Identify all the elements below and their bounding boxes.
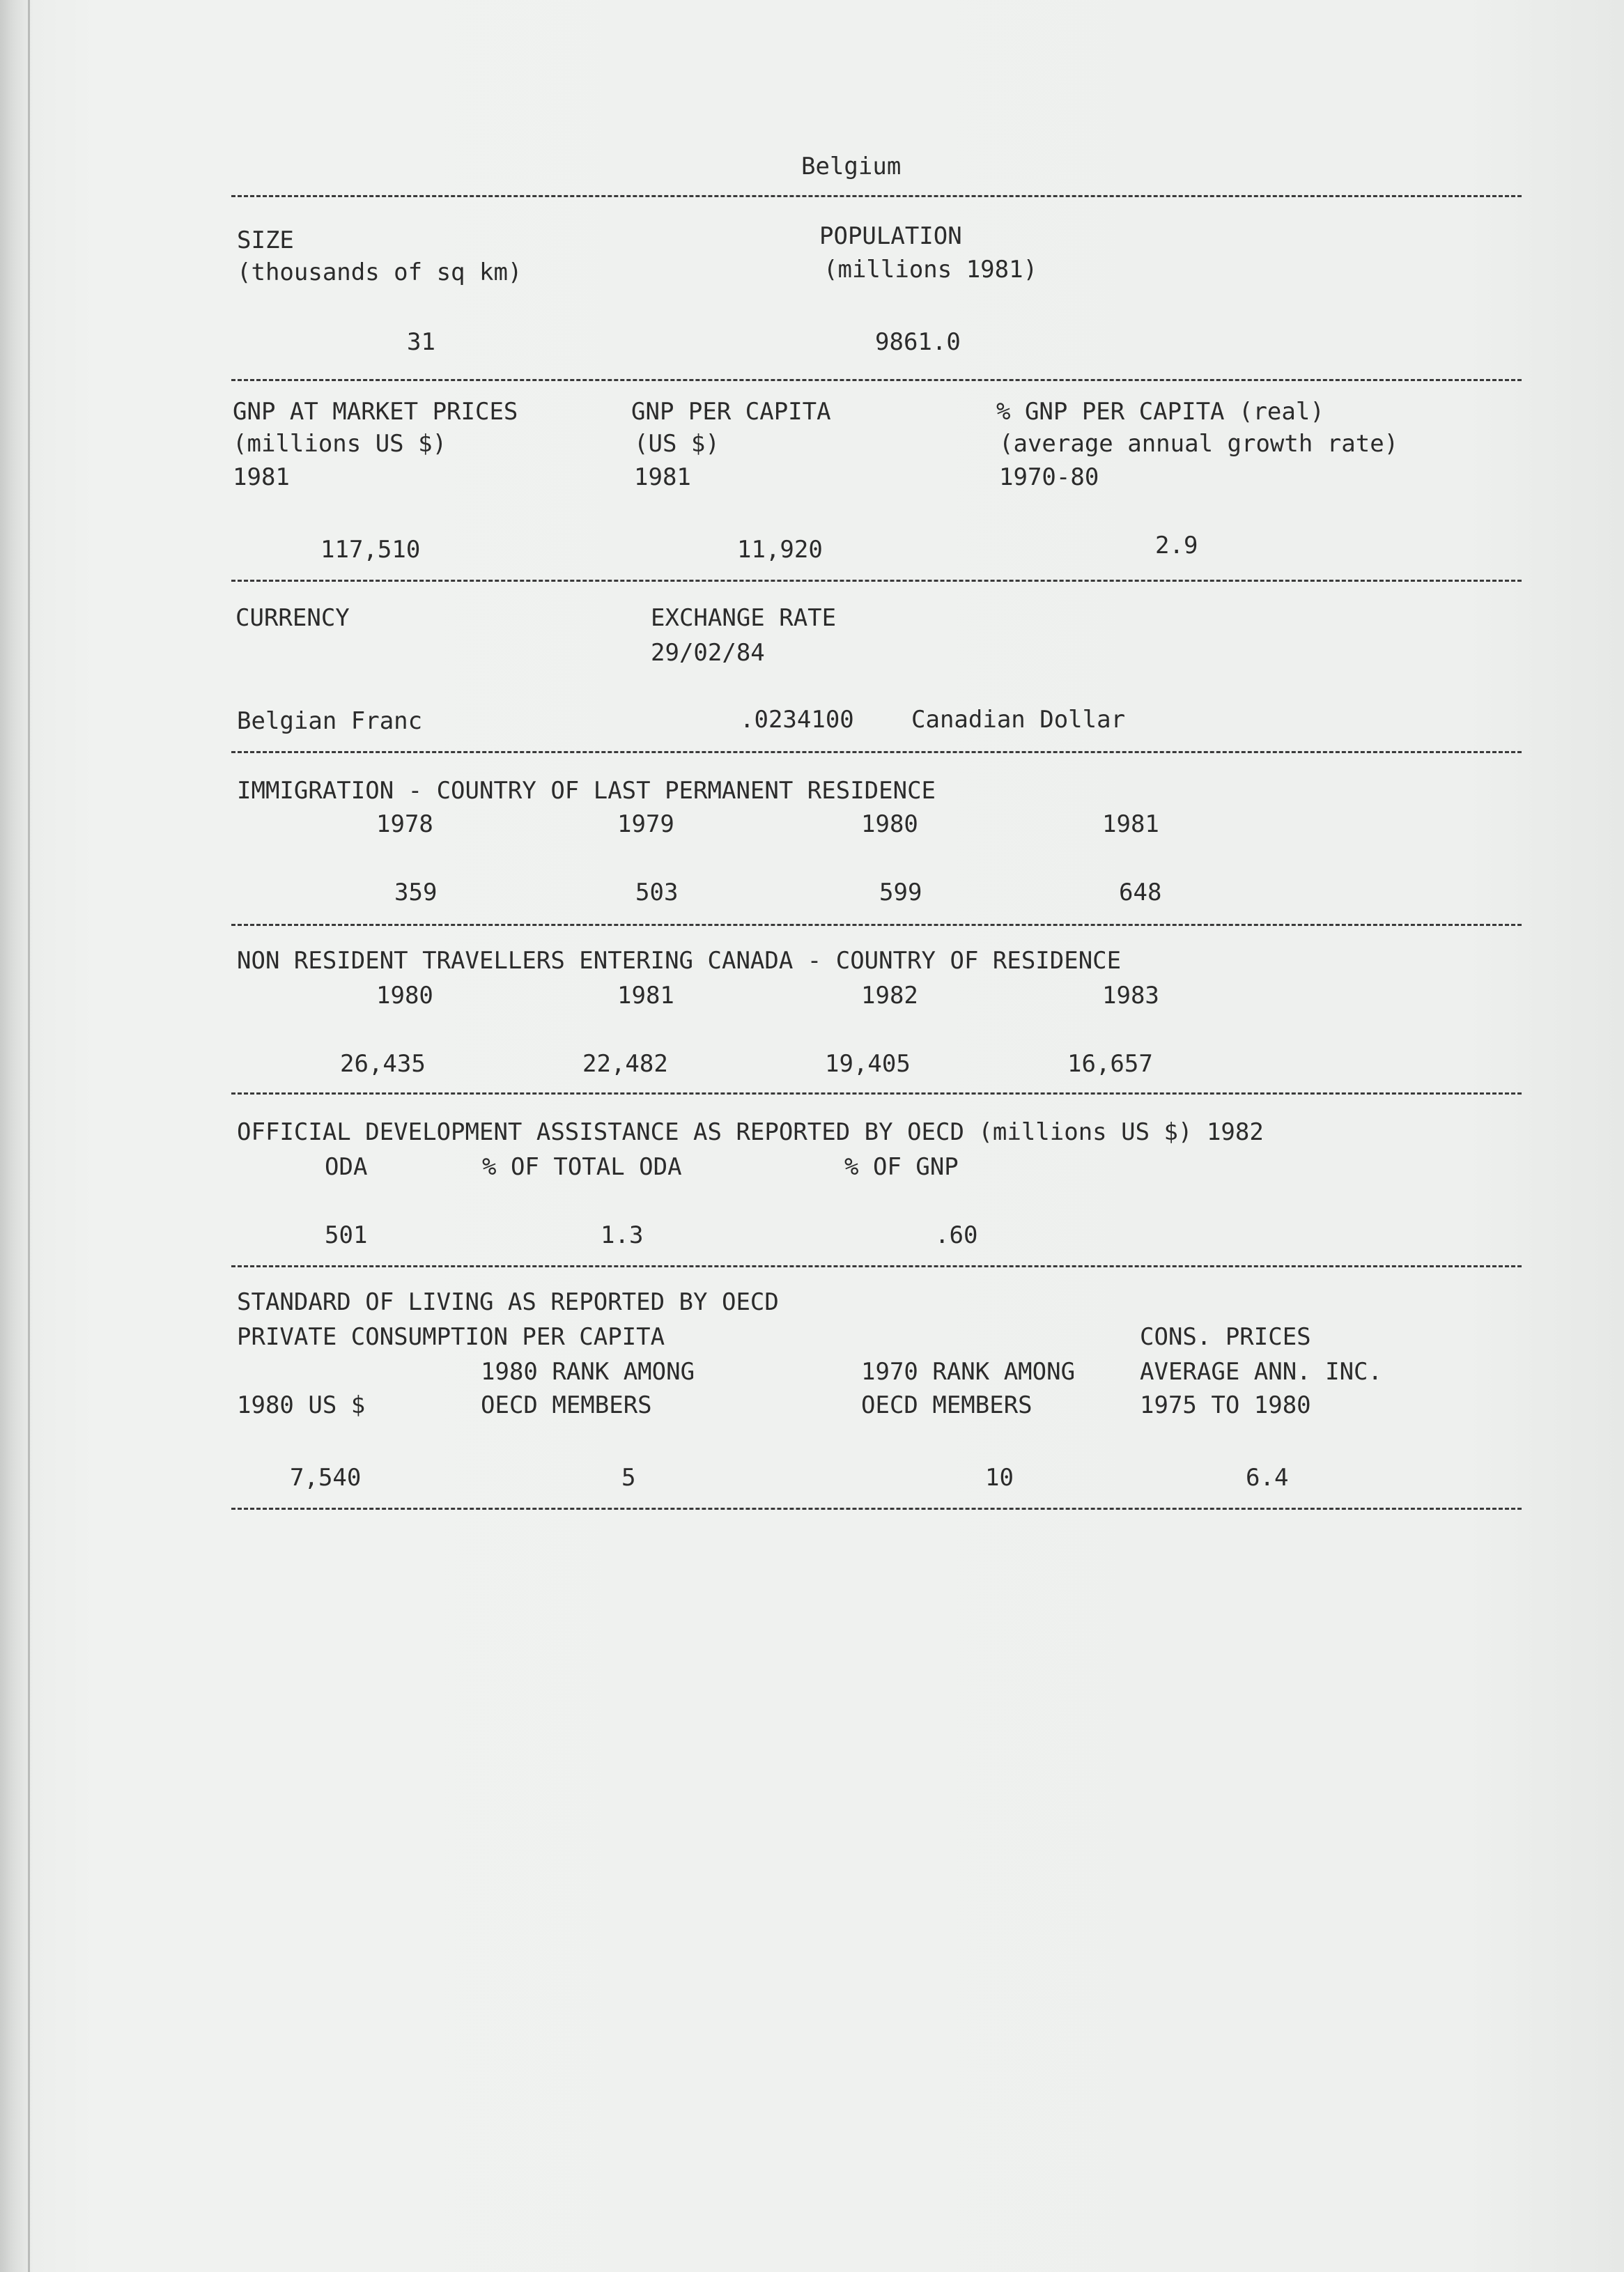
immigration-value: 359 [394, 879, 438, 906]
divider [231, 751, 1522, 753]
currency-value: Belgian Franc [237, 707, 423, 735]
gnp-growth-unit: (average annual growth rate) [999, 430, 1399, 458]
oda-col-label: ODA [325, 1153, 368, 1181]
rank-1980-value: 5 [621, 1464, 636, 1492]
avg-inc-label: AVERAGE ANN. INC. [1140, 1358, 1382, 1386]
population-label: POPULATION [819, 222, 962, 250]
oda-value: 501 [325, 1221, 368, 1249]
immigration-year: 1979 [617, 810, 674, 838]
cons-prices-label: CONS. PRICES [1140, 1323, 1311, 1351]
divider [231, 379, 1522, 381]
currency-label: CURRENCY [235, 604, 350, 632]
gnp-growth-period: 1970-80 [999, 463, 1099, 491]
page-title: Belgium [801, 153, 902, 180]
travellers-value: 22,482 [582, 1050, 668, 1078]
gnp-per-capita-value: 11,920 [737, 536, 823, 564]
us-dollar-label: 1980 US $ [237, 1391, 366, 1419]
exchange-rate-date: 29/02/84 [651, 639, 765, 667]
travellers-year: 1983 [1102, 982, 1159, 1010]
rank-1970-value: 10 [985, 1464, 1014, 1492]
divider [231, 1265, 1522, 1267]
size-label: SIZE [237, 226, 294, 254]
exchange-rate-unit: Canadian Dollar [911, 706, 1126, 734]
oda-col-label: % OF TOTAL ODA [482, 1153, 682, 1181]
rank-1970-label: 1970 RANK AMONG [861, 1358, 1076, 1386]
divider [231, 580, 1522, 582]
population-unit: (millions 1981) [823, 256, 1038, 284]
oda-total-share-value: 1.3 [601, 1221, 644, 1249]
travellers-value: 26,435 [340, 1050, 426, 1078]
immigration-year: 1980 [861, 810, 918, 838]
travellers-heading: NON RESIDENT TRAVELLERS ENTERING CANADA - COUNTRY OF RESIDENCE [237, 947, 1122, 975]
consumption-value: 7,540 [290, 1464, 362, 1492]
immigration-value: 503 [635, 879, 679, 906]
gnp-year: 1981 [233, 463, 290, 491]
oda-col-label: % OF GNP [844, 1153, 959, 1181]
travellers-year: 1980 [376, 982, 433, 1010]
exchange-rate-label: EXCHANGE RATE [651, 604, 837, 632]
avg-inc-period: 1975 TO 1980 [1140, 1391, 1311, 1419]
gnp-per-capita-year: 1981 [634, 463, 691, 491]
exchange-rate-value: .0234100 [740, 706, 854, 734]
divider [231, 1092, 1522, 1095]
gnp-per-capita-label: GNP PER CAPITA [631, 398, 831, 426]
gnp-growth-value: 2.9 [1155, 532, 1198, 559]
travellers-year: 1981 [617, 982, 674, 1010]
immigration-value: 648 [1119, 879, 1162, 906]
divider [231, 195, 1522, 197]
divider [231, 1508, 1522, 1510]
gnp-label: GNP AT MARKET PRICES [233, 398, 518, 426]
immigration-year: 1978 [376, 810, 433, 838]
rank-1980-label: 1980 RANK AMONG [481, 1358, 695, 1386]
living-heading: STANDARD OF LIVING AS REPORTED BY OECD [237, 1288, 779, 1316]
population-value: 9861.0 [875, 328, 961, 356]
size-value: 31 [407, 328, 435, 356]
immigration-heading: IMMIGRATION - COUNTRY OF LAST PERMANENT RESIDENCE [237, 777, 936, 805]
gnp-growth-label: % GNP PER CAPITA (real) [996, 398, 1324, 426]
size-unit: (thousands of sq km) [237, 258, 523, 286]
travellers-year: 1982 [861, 982, 918, 1010]
immigration-value: 599 [879, 879, 922, 906]
rank-1980-sublabel: OECD MEMBERS [481, 1391, 652, 1419]
oda-heading: OFFICIAL DEVELOPMENT ASSISTANCE AS REPORTED BY OECD (millions US $) 1982 [237, 1118, 1264, 1146]
avg-inc-value: 6.4 [1246, 1464, 1289, 1492]
gnp-per-capita-unit: (US $) [634, 430, 720, 458]
living-subheading: PRIVATE CONSUMPTION PER CAPITA [237, 1323, 665, 1351]
travellers-value: 16,657 [1067, 1050, 1153, 1078]
gnp-unit: (millions US $) [233, 430, 447, 458]
travellers-value: 19,405 [825, 1050, 911, 1078]
gnp-value: 117,510 [320, 536, 421, 564]
oda-gnp-share-value: .60 [935, 1221, 978, 1249]
divider [231, 924, 1522, 926]
rank-1970-sublabel: OECD MEMBERS [861, 1391, 1033, 1419]
immigration-year: 1981 [1102, 810, 1159, 838]
